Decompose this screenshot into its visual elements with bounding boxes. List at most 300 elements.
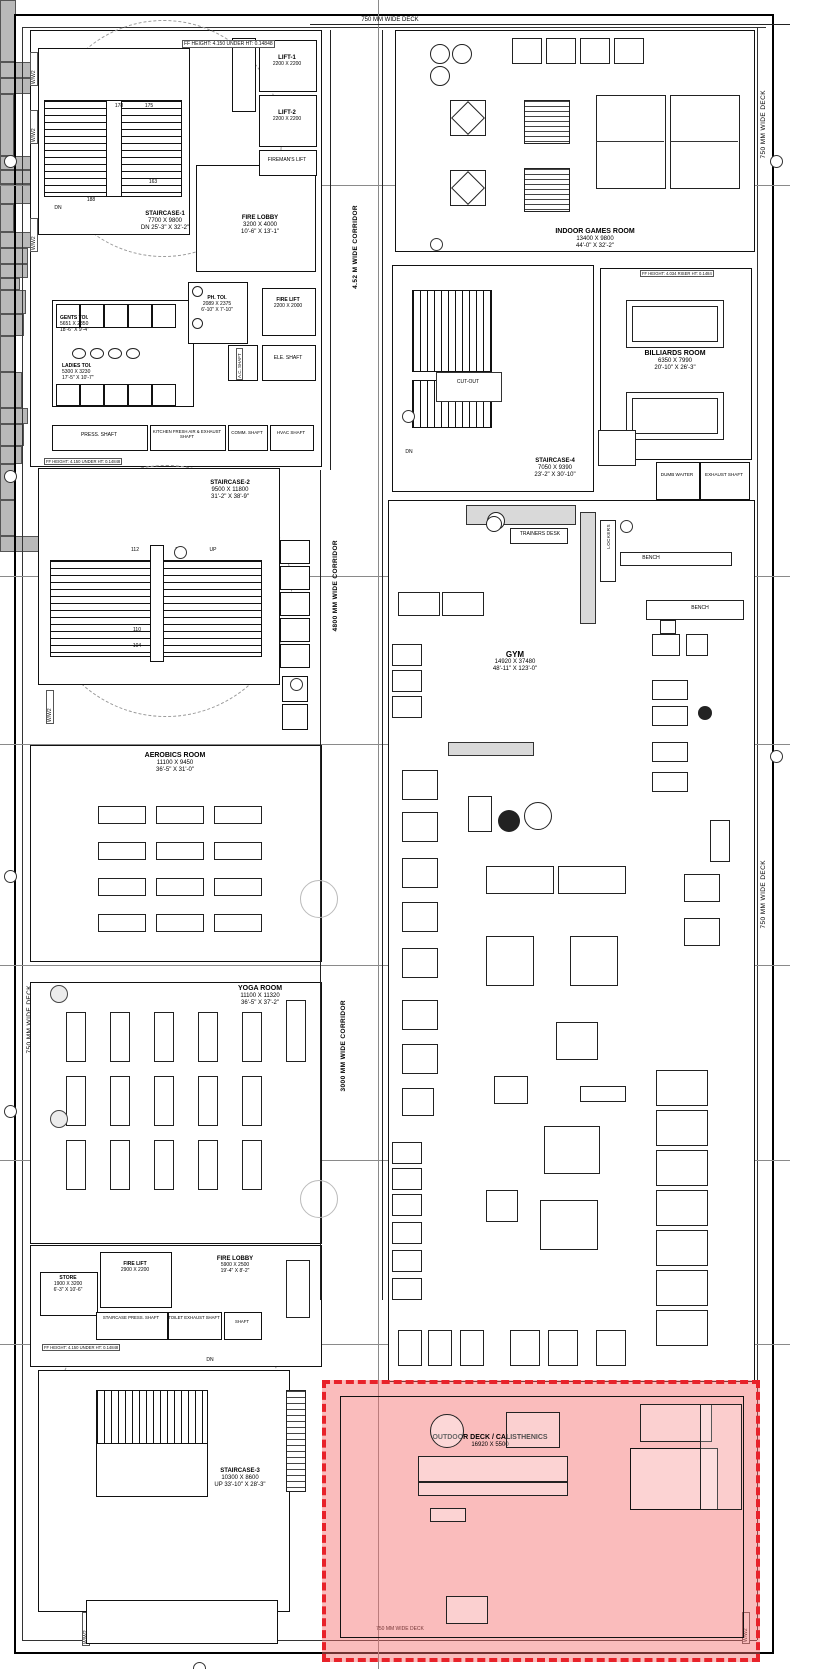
riser-number: 110 bbox=[133, 627, 141, 633]
store-mm: 1900 X 3200 bbox=[53, 1280, 83, 1287]
yoga-mat bbox=[66, 1012, 86, 1062]
indoor-games-room-ft: 44'-0" X 32'-2" bbox=[576, 242, 614, 249]
detail-bubble bbox=[620, 520, 633, 533]
fire-lift-bottom-label bbox=[100, 1262, 170, 1274]
bike bbox=[428, 1330, 452, 1366]
smith-machine bbox=[494, 1076, 528, 1104]
corridor-3-label: 3000 MM WIDE CORRIDOR bbox=[340, 1000, 347, 1092]
fireman-lift-label: FIREMAN'S LIFT bbox=[267, 157, 307, 163]
grid-bubble bbox=[4, 870, 17, 883]
dumb-waiter-label: DUMB WAITER bbox=[660, 472, 694, 477]
deck-structure-right bbox=[700, 1404, 742, 1510]
aerobics-room-label bbox=[100, 752, 250, 774]
detail-bubble bbox=[290, 678, 303, 691]
staircase-2-flight-right bbox=[160, 560, 262, 657]
deck-planter bbox=[446, 1596, 488, 1624]
staircase-2-name: STAIRCASE-2 bbox=[210, 480, 250, 486]
store-label bbox=[40, 1276, 96, 1293]
cardio-machine bbox=[392, 1222, 422, 1244]
cut-out-label: CUT-OUT bbox=[456, 379, 480, 385]
corridor-1-label: 4.52 M WIDE CORRIDOR bbox=[352, 205, 359, 289]
billiards-room-ft: 20'-10" X 26'-3" bbox=[654, 364, 696, 371]
yoga-mat bbox=[198, 1140, 218, 1190]
mat bbox=[98, 914, 146, 932]
staircase-2-ft: 31'-2" X 38'-9" bbox=[211, 493, 249, 500]
cardio-machine bbox=[392, 1278, 422, 1300]
column bbox=[0, 446, 22, 464]
weight-rack bbox=[468, 796, 492, 832]
sofa bbox=[398, 592, 440, 616]
elliptical bbox=[510, 1330, 540, 1366]
weight-machine bbox=[402, 1088, 434, 1116]
toilet-exhaust-shaft-label: TOILET EXHAUST SHAFT bbox=[168, 1315, 220, 1320]
treadmill bbox=[656, 1150, 708, 1186]
outdoor-deck-name: OUTDOOR DECK / CALISTHENICS bbox=[432, 1434, 548, 1441]
note-ff-height-1: FF HEIGHT: 4.150 UNDER HT: 0.14848 bbox=[184, 41, 273, 47]
staircase-4-dn-label: DN bbox=[405, 449, 413, 455]
staircase-2-mm: 9500 X 11800 bbox=[211, 486, 249, 493]
yoga-mat bbox=[110, 1140, 130, 1190]
riser-number: 175 bbox=[144, 103, 154, 109]
service-box bbox=[280, 540, 310, 564]
bench-press bbox=[448, 742, 534, 756]
fire-lobby-bottom-mm: 5900 X 2500 bbox=[220, 1261, 250, 1268]
lift-2-mm: 2200 X 2200 bbox=[272, 115, 302, 122]
treadmill bbox=[656, 1310, 708, 1346]
yoga-mat bbox=[242, 1012, 262, 1062]
billiards-room-mm: 6350 X 7990 bbox=[657, 358, 693, 365]
aerobics-room-ft: 36'-5" X 31'-0" bbox=[156, 766, 194, 773]
indoor-games-room-label bbox=[510, 228, 680, 250]
weight-machine bbox=[402, 1044, 438, 1074]
staircase-4-ft: 23'-2" X 30'-10" bbox=[534, 471, 576, 478]
fire-lobby-bottom-ft: 19'-4" X 8'-2" bbox=[220, 1267, 250, 1274]
treadmill bbox=[652, 634, 680, 656]
yoga-mat bbox=[110, 1012, 130, 1062]
grid-mark-left: W/W2 bbox=[30, 218, 38, 252]
mat bbox=[98, 878, 146, 896]
weight-plate bbox=[498, 810, 520, 832]
cardio-machine bbox=[392, 1168, 422, 1190]
barbell-rack bbox=[580, 1086, 626, 1102]
foosball-table bbox=[524, 168, 570, 212]
elliptical bbox=[596, 1330, 626, 1366]
mat bbox=[156, 842, 204, 860]
deck-circle-feature bbox=[430, 1414, 464, 1448]
mat bbox=[156, 806, 204, 824]
ac-shaft-top-label: A.C. SHAFT bbox=[236, 348, 243, 380]
bike bbox=[398, 1330, 422, 1366]
outdoor-deck-mm: 16920 X 5500 bbox=[471, 1442, 509, 1449]
treadmill bbox=[656, 1070, 708, 1106]
aerobics-room-mm: 11100 X 9450 bbox=[156, 760, 194, 767]
indoor-games-room-name: INDOOR GAMES ROOM bbox=[555, 228, 635, 235]
ladies-toilet-mm: 5300 X 3230 bbox=[62, 368, 91, 375]
wc-fixture bbox=[192, 318, 203, 329]
grid-mark-left: W/W2 bbox=[30, 110, 38, 144]
outdoor-deck-label bbox=[380, 1434, 600, 1449]
corridor-2-label: 4800 MM WIDE CORRIDOR bbox=[332, 540, 339, 632]
deck-bench bbox=[430, 1508, 466, 1522]
yoga-room-name: YOGA ROOM bbox=[237, 985, 283, 992]
detail-bubble bbox=[174, 546, 187, 559]
weight-machine bbox=[402, 948, 438, 978]
mat bbox=[214, 842, 262, 860]
door-swing bbox=[300, 1180, 338, 1218]
service-box bbox=[286, 1000, 306, 1062]
service-box bbox=[280, 566, 310, 590]
console bbox=[660, 620, 676, 634]
calisthenics-bar bbox=[418, 1482, 568, 1496]
gym-label bbox=[440, 650, 590, 673]
deck-inner-left bbox=[22, 27, 23, 1640]
weight-machine bbox=[402, 858, 438, 888]
leg-press bbox=[570, 936, 618, 986]
weight-machine bbox=[402, 1000, 438, 1030]
corridor-3-left-wall bbox=[320, 970, 321, 1300]
gents-toilet-ft: 18'-6" X 9'-4" bbox=[60, 326, 89, 333]
riser-number: 178 bbox=[114, 103, 124, 109]
note-ff-height-3: FF HEIGHT: 4.150 UNDER HT: 0.14848 bbox=[44, 1345, 119, 1350]
service-box bbox=[280, 592, 310, 616]
fire-lobby-bottom-label bbox=[180, 1256, 290, 1274]
sofa bbox=[512, 38, 542, 64]
gents-toilet-name: GENTS TOI. bbox=[60, 315, 89, 321]
elliptical bbox=[548, 1330, 578, 1366]
treadmill bbox=[656, 1190, 708, 1226]
service-box bbox=[282, 704, 308, 730]
yoga-room-mm: 11100 X 11320 bbox=[240, 993, 280, 1000]
grid-mark-left: W/W2 bbox=[30, 52, 38, 86]
treadmill bbox=[656, 1110, 708, 1146]
service-box bbox=[280, 618, 310, 642]
store-ft: 6'-3" X 10'-6" bbox=[53, 1286, 83, 1293]
billiards-room-name: BILLIARDS ROOM bbox=[644, 350, 706, 357]
indoor-games-room-mm: 13400 X 9800 bbox=[576, 236, 614, 243]
multi-station bbox=[540, 1200, 598, 1250]
cable-machine bbox=[544, 1126, 600, 1174]
ladies-toilet-ft: 17'-5" X 10'-7" bbox=[62, 374, 94, 381]
mat bbox=[98, 842, 146, 860]
exhaust-shaft bbox=[700, 462, 750, 500]
mat bbox=[214, 806, 262, 824]
wc-cubicle bbox=[128, 384, 152, 406]
ac-shaft-top bbox=[228, 345, 258, 381]
detail-bubble bbox=[430, 238, 443, 251]
note-ff-height-4: FF HEIGHT: 4.034 RISER HT: 0.1484 bbox=[642, 271, 712, 276]
mat bbox=[98, 806, 146, 824]
medicine-ball bbox=[698, 706, 712, 720]
staircase-2-well bbox=[150, 545, 164, 662]
planter bbox=[50, 1110, 68, 1128]
grid-bubble bbox=[4, 155, 17, 168]
yoga-room-ft: 36'-5" X 37'-2" bbox=[241, 999, 279, 1006]
round-stool bbox=[430, 44, 450, 64]
lift-1-name: LIFT-1 bbox=[278, 55, 296, 61]
weight-machine bbox=[652, 706, 688, 726]
foosball-table bbox=[524, 100, 570, 144]
stool bbox=[486, 516, 502, 532]
lockers-label: LOCKERS bbox=[606, 524, 611, 549]
store-name: STORE bbox=[59, 1275, 77, 1281]
staircase-3-ft: UP 33'-10" X 28'-3" bbox=[214, 1481, 266, 1488]
ph-toilet-mm: 2089 X 2375 bbox=[202, 300, 232, 307]
kitchen-exhaust-shaft-label: KITCHEN FRESH AIR & EXHAUST SHAFT bbox=[152, 429, 222, 439]
wc-cubicle bbox=[104, 384, 128, 406]
gym-mm: 14920 X 37480 bbox=[494, 659, 536, 666]
yoga-mat bbox=[242, 1140, 262, 1190]
storage-rack bbox=[710, 820, 730, 862]
planter bbox=[50, 985, 68, 1003]
deck-label-top: 750 MM WIDE DECK bbox=[361, 17, 419, 23]
fire-lift-bottom-name: FIRE LIFT bbox=[123, 1261, 147, 1267]
treadmill bbox=[686, 634, 708, 656]
grid-bubble bbox=[193, 1662, 206, 1669]
column bbox=[0, 314, 24, 336]
fire-lobby-top-label bbox=[214, 215, 306, 236]
weight-plate-outline bbox=[524, 802, 552, 830]
yoga-mat bbox=[154, 1012, 174, 1062]
deck-label-right: 750 MM WIDE DECK bbox=[760, 90, 767, 159]
grid-bubble bbox=[770, 750, 783, 763]
mat bbox=[156, 878, 204, 896]
outline-right bbox=[772, 14, 774, 1654]
fire-lobby-top-mm: 3200 X 4000 bbox=[242, 221, 278, 228]
billiards-room-label bbox=[608, 350, 742, 372]
column bbox=[0, 94, 14, 156]
cardio-machine bbox=[392, 696, 422, 718]
staircase-1-ft: DN 25'-3" X 32'-2" bbox=[140, 224, 190, 231]
fire-lobby-bottom-name: FIRE LOBBY bbox=[216, 1256, 254, 1262]
service-box bbox=[286, 1260, 310, 1318]
weight-machine bbox=[402, 812, 438, 842]
gents-toilet-label bbox=[60, 316, 140, 333]
column bbox=[0, 232, 32, 248]
washbasin bbox=[72, 348, 86, 359]
duct-shaft bbox=[232, 38, 256, 112]
bike bbox=[460, 1330, 484, 1366]
round-stool bbox=[452, 44, 472, 64]
staircase-1-mm: 7700 X 9800 bbox=[147, 217, 183, 224]
yoga-mat bbox=[66, 1140, 86, 1190]
billiards-table-bed bbox=[632, 306, 718, 342]
weight-machine bbox=[684, 918, 720, 946]
planter-strip bbox=[466, 505, 576, 525]
yoga-mat bbox=[198, 1012, 218, 1062]
lift-2-name: LIFT-2 bbox=[278, 110, 296, 116]
cardio-machine bbox=[392, 1142, 422, 1164]
grid-mark-right: W/W2 bbox=[742, 1612, 750, 1644]
comm-shaft bbox=[228, 425, 268, 451]
riser-number: 112 bbox=[131, 547, 139, 553]
deck-label-right-lower: 750 MM WIDE DECK bbox=[760, 860, 767, 929]
exhaust-shaft-label: EXHAUST SHAFT bbox=[705, 472, 743, 477]
aerobics-room-name: AEROBICS ROOM bbox=[144, 752, 206, 759]
yoga-mat bbox=[154, 1140, 174, 1190]
wc-cubicle bbox=[56, 384, 80, 406]
fire-lift-bottom-mm: 2900 X 2200 bbox=[120, 1266, 150, 1273]
mat bbox=[214, 878, 262, 896]
multi-gym bbox=[556, 1022, 598, 1060]
bench-label: BENCH bbox=[642, 555, 660, 561]
staircase-4-label bbox=[500, 458, 610, 479]
weight-machine bbox=[652, 680, 688, 700]
bottom-strip bbox=[86, 1600, 278, 1644]
tt-net bbox=[596, 141, 664, 142]
door-swing bbox=[300, 880, 338, 918]
staircase-4-flight bbox=[412, 290, 492, 372]
staircase-3-mm: 10300 X 8600 bbox=[221, 1474, 259, 1481]
cardio-machine bbox=[392, 644, 422, 666]
staircase-2-label bbox=[180, 480, 280, 501]
riser-number: 188 bbox=[86, 197, 96, 203]
lift-1-mm: 2200 X 2200 bbox=[272, 60, 302, 67]
wc-cubicle bbox=[80, 384, 104, 406]
outline-left bbox=[14, 14, 16, 1654]
railing bbox=[286, 1390, 306, 1492]
weight-machine bbox=[652, 772, 688, 792]
riser-number: 104 bbox=[132, 643, 142, 649]
column bbox=[0, 204, 14, 232]
weight-machine bbox=[402, 770, 438, 800]
column bbox=[0, 278, 20, 290]
weight-machine bbox=[402, 902, 438, 932]
corridor-1-left-wall bbox=[330, 30, 331, 470]
washbasin bbox=[90, 348, 104, 359]
lift-2-label bbox=[259, 110, 315, 123]
staircase-3-label bbox=[190, 1468, 290, 1489]
grid-bubble bbox=[770, 155, 783, 168]
lift-1-label bbox=[259, 55, 315, 68]
ph-toilet-name: PH. TOI. bbox=[207, 295, 227, 301]
wc-cubicle bbox=[152, 384, 176, 406]
ladies-toilet-label bbox=[62, 364, 142, 381]
mat bbox=[214, 914, 262, 932]
column bbox=[0, 536, 42, 552]
grid-bubble bbox=[4, 470, 17, 483]
fire-lift-top-mm: 2200 X 2000 bbox=[273, 302, 303, 309]
corridor-3-right-wall bbox=[382, 970, 383, 1300]
ph-toilet-ft: 6'-10" X 7'-10" bbox=[201, 306, 233, 313]
sofa bbox=[442, 592, 484, 616]
column bbox=[0, 372, 22, 408]
weight-machine bbox=[684, 874, 720, 902]
gym-name: GYM bbox=[505, 650, 525, 659]
detail-bubble bbox=[402, 410, 415, 423]
gym-ft: 48'-11" X 123'-0" bbox=[492, 666, 538, 673]
deck-label-bottom: 750 MM WIDE DECK bbox=[376, 1626, 424, 1632]
staircase-4-mm: 7050 X 9390 bbox=[537, 464, 573, 471]
bench-label-2: BENCH bbox=[691, 605, 709, 611]
sofa bbox=[546, 38, 576, 64]
fire-lobby-top-name: FIRE LOBBY bbox=[241, 215, 279, 221]
gents-toilet-mm: 5651 X 2850 bbox=[60, 320, 89, 327]
fire-lift-top-label bbox=[262, 298, 314, 310]
wc-fixture bbox=[192, 286, 203, 297]
calisthenics-rig bbox=[418, 1456, 568, 1482]
yoga-mat bbox=[154, 1076, 174, 1126]
billiards-table-bed bbox=[632, 398, 718, 434]
riser-number: 163 bbox=[148, 179, 158, 185]
comm-shaft-label: COMM. SHAFT bbox=[231, 430, 263, 435]
tt-net bbox=[670, 141, 738, 142]
electrical-shaft-top-label: ELE. SHAFT bbox=[273, 355, 303, 361]
deck-equipment bbox=[506, 1412, 560, 1448]
press-shaft-label: PRESS. SHAFT bbox=[80, 432, 118, 438]
staircase-3-dn-label: DN bbox=[206, 1357, 214, 1363]
seating bbox=[598, 430, 636, 466]
fire-lobby-top-ft: 10'-6" X 13'-1" bbox=[241, 228, 279, 235]
corridor-2-right-wall bbox=[382, 470, 383, 970]
trainers-desk-label: TRAINERS DESK bbox=[519, 531, 561, 537]
squat-rack bbox=[486, 1190, 518, 1222]
ladies-toilet-name: LADIES TOI. bbox=[62, 363, 92, 369]
weight-machine bbox=[652, 742, 688, 762]
grid-bubble bbox=[4, 1105, 17, 1118]
sofa bbox=[580, 38, 610, 64]
washbasin bbox=[108, 348, 122, 359]
hvac-shaft-label: HVAC SHAFT bbox=[276, 430, 306, 435]
cardio-machine bbox=[392, 1194, 422, 1216]
grid-mark-left: W/W2 bbox=[46, 690, 54, 724]
washbasin bbox=[126, 348, 140, 359]
mat bbox=[156, 914, 204, 932]
staircase-1-flight-left bbox=[44, 100, 108, 197]
staircase-2-up-label: UP bbox=[209, 547, 217, 553]
cardio-machine bbox=[392, 670, 422, 692]
outline-top bbox=[14, 14, 774, 16]
column bbox=[0, 184, 32, 204]
hvac-shaft bbox=[270, 425, 314, 451]
ph-toilet-label bbox=[190, 296, 244, 313]
weight-bench bbox=[558, 866, 626, 894]
staircase-press-shaft-label: STAIRCASE PRESS. SHAFT bbox=[102, 1315, 160, 1320]
planter-strip-vertical bbox=[580, 512, 596, 624]
misc-shaft-label: SHAFT bbox=[234, 1319, 250, 1324]
table-tennis-table bbox=[670, 95, 740, 189]
misc-shaft bbox=[224, 1312, 262, 1340]
round-stool bbox=[430, 66, 450, 86]
sofa bbox=[614, 38, 644, 64]
corridor-1-right-wall bbox=[382, 30, 383, 470]
staircase-3-name: STAIRCASE-3 bbox=[220, 1468, 260, 1474]
column bbox=[0, 424, 24, 446]
cardio-machine bbox=[392, 1250, 422, 1272]
fire-lift-shaft-top bbox=[262, 288, 316, 336]
weight-bench bbox=[486, 866, 554, 894]
service-box bbox=[280, 644, 310, 668]
staircase-4-name: STAIRCASE-4 bbox=[535, 458, 575, 464]
dumb-waiter-shaft bbox=[656, 462, 700, 500]
yoga-mat bbox=[242, 1076, 262, 1126]
deck-top-line bbox=[310, 24, 790, 25]
electrical-shaft-top bbox=[262, 345, 316, 381]
wc-cubicle bbox=[152, 304, 176, 328]
leg-press bbox=[486, 936, 534, 986]
yoga-mat bbox=[198, 1076, 218, 1126]
cut-out bbox=[436, 372, 502, 402]
note-ff-height-2: FF HEIGHT: 4.150 UNDER HT: 0.14848 bbox=[46, 459, 121, 464]
table-tennis-table bbox=[596, 95, 666, 189]
treadmill bbox=[656, 1270, 708, 1306]
treadmill bbox=[656, 1230, 708, 1266]
staircase-1-name: STAIRCASE-1 bbox=[145, 211, 185, 217]
staircase-1-dn-label: DN bbox=[54, 205, 62, 211]
staircase-1-well bbox=[106, 100, 122, 197]
yoga-mat bbox=[66, 1076, 86, 1126]
fire-lift-top-name: FIRE LIFT bbox=[276, 297, 300, 303]
yoga-mat bbox=[110, 1076, 130, 1126]
